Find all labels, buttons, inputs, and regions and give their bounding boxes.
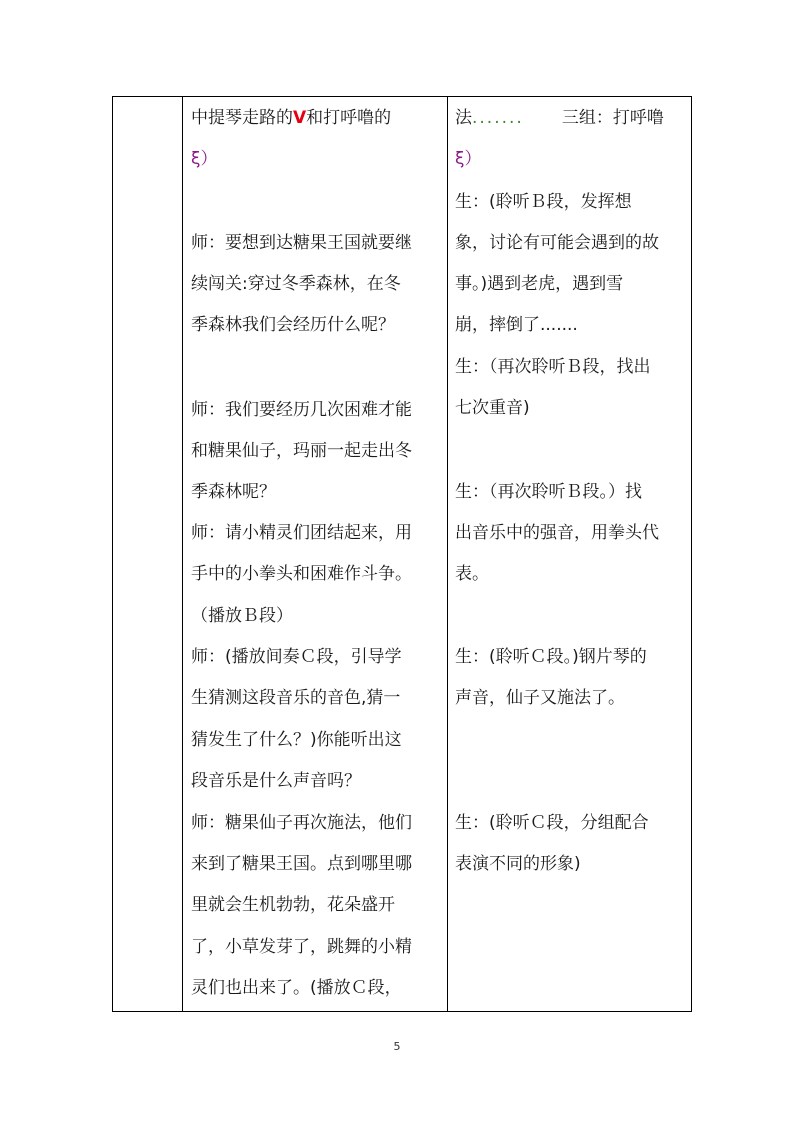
student-line: 生：（再次聆听Ｂ段，找出 bbox=[455, 357, 651, 377]
teacher-line: 师：糖果仙子再次施法，他们 bbox=[191, 813, 412, 833]
teacher-line: 季森林呢？ bbox=[191, 482, 276, 502]
teacher-line: 师：(播放间奏Ｃ段，引导学 bbox=[191, 647, 402, 667]
student-line: 声音，仙子又施法了。 bbox=[455, 688, 625, 708]
teacher-line: 了，小草发芽了，跳舞的小精 bbox=[191, 937, 412, 957]
teacher-line: 段音乐是什么声音吗？ bbox=[191, 771, 361, 791]
student-line: 法....... 三组：打呼噜 bbox=[455, 108, 664, 128]
student-line: 表演不同的形象) bbox=[455, 854, 581, 874]
teacher-line: 猜发生了什么？)你能听出这 bbox=[191, 730, 402, 750]
teacher-line: ξ） bbox=[191, 149, 218, 169]
student-line: 崩，摔倒了....... bbox=[455, 315, 578, 335]
student-line: 生：(聆听Ｃ段。)钢片琴的 bbox=[455, 647, 647, 667]
column-divider-left bbox=[182, 97, 183, 1011]
student-line: 事。)遇到老虎，遇到雪 bbox=[455, 274, 624, 294]
lesson-table bbox=[112, 96, 692, 1012]
student-line: 出音乐中的强音，用拳头代 bbox=[455, 523, 659, 543]
student-line: 生：(聆听Ｂ段，发挥想 bbox=[455, 192, 632, 212]
column-divider-right bbox=[447, 97, 448, 1011]
teacher-line: 季森林我们会经历什么呢？ bbox=[191, 315, 395, 335]
student-line: 象，讨论有可能会遇到的故 bbox=[455, 233, 659, 253]
teacher-line: 来到了糖果王国。点到哪里哪 bbox=[191, 854, 412, 874]
student-line: 表。 bbox=[455, 564, 489, 584]
teacher-line: 续闯关:穿过冬季森林，在冬 bbox=[191, 274, 401, 294]
student-line: 生：（再次聆听Ｂ段。）找 bbox=[455, 482, 642, 502]
teacher-line: 里就会生机勃勃，花朵盛开 bbox=[191, 895, 395, 915]
teacher-line: 师：我们要经历几次困难才能 bbox=[191, 400, 412, 420]
teacher-line: （播放Ｂ段） bbox=[191, 606, 293, 626]
teacher-line: 生猜测这段音乐的音色,猜一 bbox=[191, 688, 401, 708]
teacher-line: 和糖果仙子，玛丽一起走出冬 bbox=[191, 441, 412, 461]
teacher-line: 师：要想到达糖果王国就要继 bbox=[191, 233, 412, 253]
student-line: 生：(聆听Ｃ段，分组配合 bbox=[455, 813, 649, 833]
student-line: ξ） bbox=[455, 149, 482, 169]
teacher-line: 手中的小拳头和困难作斗争。 bbox=[191, 564, 412, 584]
teacher-line: 师：请小精灵们团结起来，用 bbox=[191, 523, 412, 543]
teacher-line: 灵们也出来了。(播放Ｃ段， bbox=[191, 978, 402, 998]
page-number: 5 bbox=[393, 1040, 401, 1053]
student-line: 七次重音) bbox=[455, 398, 530, 418]
teacher-line: 中提琴走路的V和打呼噜的 bbox=[191, 108, 392, 128]
